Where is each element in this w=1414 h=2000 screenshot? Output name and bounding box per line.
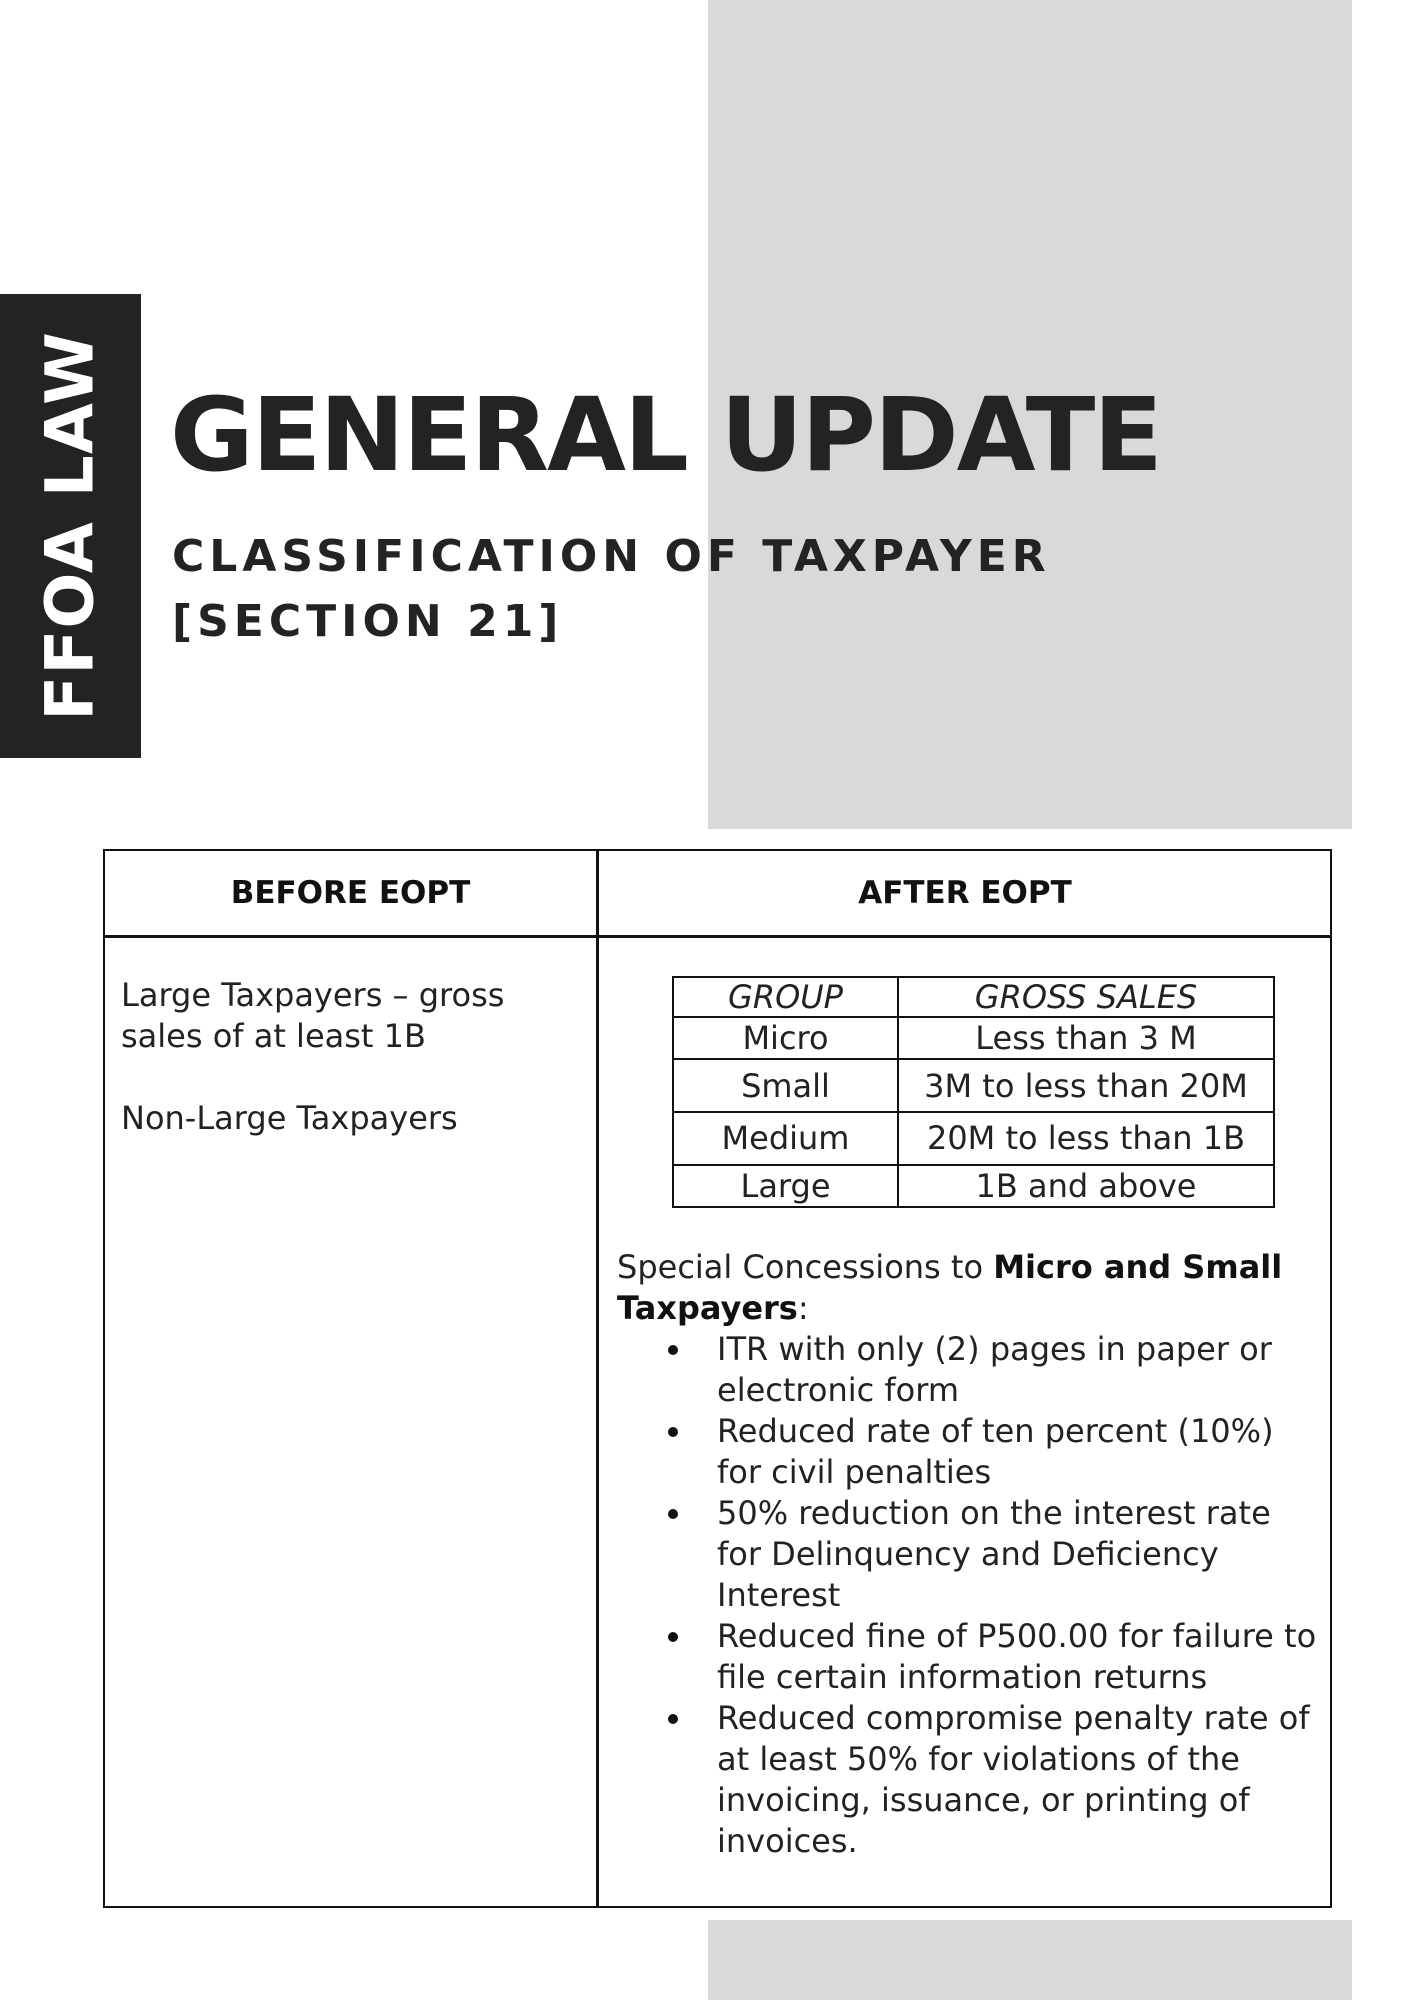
table-row bbox=[673, 1165, 1274, 1207]
header-before-eopt: BEFORE EOPT bbox=[230, 875, 471, 911]
group-cell: Medium bbox=[673, 1112, 898, 1165]
table-row bbox=[673, 1112, 1274, 1165]
group-table-header-row bbox=[673, 977, 1274, 1017]
gross-sales-cell: 1B and above bbox=[898, 1165, 1274, 1207]
table-row bbox=[673, 1059, 1274, 1112]
concessions-intro-bold: Micro and Small Taxpayers bbox=[617, 1248, 1283, 1327]
gross-sales-cell: 20M to less than 1B bbox=[898, 1112, 1274, 1165]
concessions-intro bbox=[617, 1247, 1317, 1329]
page-title: GENERAL UPDATE bbox=[170, 376, 1161, 495]
before-item-non-large-taxpayers: Non-Large Taxpayers bbox=[121, 1099, 458, 1137]
column-divider bbox=[596, 851, 599, 1906]
subtitle-line-2: [SECTION 21] bbox=[172, 596, 564, 647]
list-item: Reduced fine of P500.00 for failure to file certain information returns bbox=[717, 1617, 1317, 1696]
header-row-divider bbox=[105, 935, 1330, 938]
subtitle-line-1: CLASSIFICATION OF TAXPAYER bbox=[172, 531, 1051, 582]
gross-sales-cell: Less than 3 M bbox=[898, 1017, 1274, 1059]
concessions-intro-colon: : bbox=[797, 1289, 809, 1327]
gray-background-block-bottom bbox=[708, 1920, 1352, 2000]
concessions-list bbox=[617, 1329, 1317, 1862]
list-item: Reduced rate of ten percent (10%) for civil penalties bbox=[717, 1411, 1317, 1493]
list-item: ITR with only (2) pages in paper or electronic form bbox=[717, 1329, 1317, 1411]
list-item: Reduced compromise penalty rate of at least 50% for violations of the invoicing, issuance, or printing of invoices. bbox=[717, 1698, 1317, 1862]
comparison-table bbox=[103, 849, 1332, 1908]
table-row bbox=[673, 1017, 1274, 1059]
group-table-header-group: GROUP bbox=[673, 977, 898, 1017]
header-after-eopt: AFTER EOPT bbox=[858, 875, 1072, 911]
page-subtitle bbox=[172, 524, 1051, 654]
group-cell: Large bbox=[673, 1165, 898, 1207]
concessions-intro-text: Special Concessions to bbox=[617, 1248, 994, 1286]
taxpayer-group-table bbox=[672, 976, 1275, 1208]
list-item: 50% reduction on the interest rate for Delinquency and Deficiency Interest bbox=[717, 1493, 1317, 1616]
group-cell: Micro bbox=[673, 1017, 898, 1059]
group-cell: Small bbox=[673, 1059, 898, 1112]
before-eopt-cell bbox=[121, 975, 581, 1139]
group-table-header-gross-sales: GROSS SALES bbox=[898, 977, 1274, 1017]
side-brand-tab bbox=[0, 294, 141, 758]
gross-sales-cell: 3M to less than 20M bbox=[898, 1059, 1274, 1112]
brand-label: FFOA LAW bbox=[31, 331, 109, 721]
special-concessions-section bbox=[617, 1247, 1317, 1862]
before-item-large-taxpayers: Large Taxpayers – gross sales of at least 1B bbox=[121, 976, 505, 1055]
